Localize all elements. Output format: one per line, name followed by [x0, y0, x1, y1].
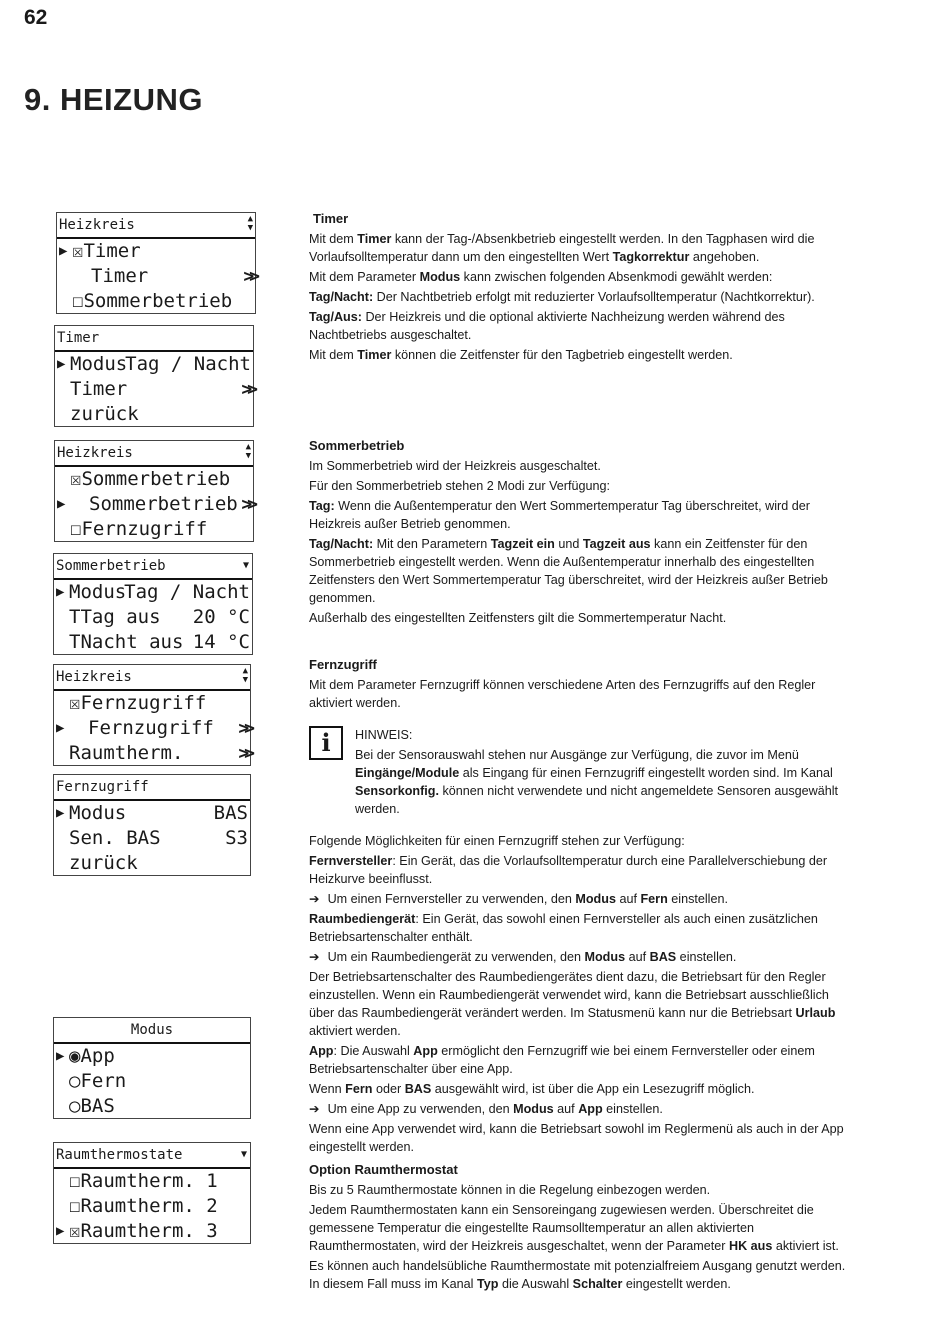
lcd-row: [54, 741, 250, 766]
paragraph: Außerhalb des eingestellten Zeitfensters gilt die Sommertemperatur Nacht.: [309, 611, 727, 625]
lcd-header: [54, 665, 250, 691]
paragraph: Jedem Raumthermostaten kann ein Sensoreingang zugewiesen werden. Überschreitet die gemessene Temperatur die eingestellte Raumsolltemperatur an allen aktivierten Raumthermostaten, wird der Heizkreis ausgeschaltet, wenn der Parameter HK aus aktiviert ist.: [309, 1203, 839, 1253]
lcd-row: [57, 264, 255, 289]
lcd-row: [57, 289, 255, 314]
paragraph: Wenn Fern oder BAS ausgewählt wird, ist über die App ein Lesezugriff möglich.: [309, 1082, 755, 1096]
lcd-raumthermostate: [53, 1142, 251, 1244]
double-chevron-icon: >>: [241, 379, 253, 400]
cursor-triangle-icon: ▶: [57, 496, 66, 512]
lcd-item-label: Fernzugriff: [88, 717, 214, 739]
lcd-title: Sommerbetrieb: [56, 558, 166, 574]
chapter-title: 9. HEIZUNG: [24, 82, 203, 117]
paragraph: Bis zu 5 Raumthermostate können in die Regelung einbezogen werden.: [309, 1183, 711, 1197]
section-raumthermostat: [309, 1161, 857, 1295]
paragraph: Folgende Möglichkeiten für einen Fernzugriff stehen zur Verfügung:: [309, 834, 685, 848]
lcd-fernzugriff: [53, 774, 251, 876]
section-sommerbetrieb: [309, 437, 857, 629]
section-heading: Sommerbetrieb: [309, 438, 405, 453]
instruction: ➔ Um ein Raumbediengerät zu verwenden, den Modus auf BAS einstellen.: [309, 950, 737, 964]
lcd-row: [54, 1169, 250, 1194]
lcd-title: Heizkreis: [59, 217, 135, 233]
lcd-row: [54, 851, 250, 876]
lcd-row: [55, 352, 253, 377]
lcd-item-label: Modus: [70, 353, 128, 375]
lcd-item-label: Sommerbetrieb: [89, 493, 238, 515]
lcd-modus: [53, 1017, 251, 1119]
lcd-item-label: Raumtherm.: [69, 742, 184, 764]
lcd-header: [55, 441, 253, 467]
page-number: 62: [24, 6, 48, 29]
paragraph: Tag/Nacht: Mit den Parametern Tagzeit ein und Tagzeit aus kann ein Zeitfenster für den Sommerbetrieb eingestellt werden. Wenn die Außentemperatur innerhalb des eingestellten Zeitfensters den Wert Sommertemperatur Tag überschreitet, wird der Heizkreis außer Betrieb genommen.: [309, 537, 828, 605]
paragraph: Für den Sommerbetrieb stehen 2 Modi zur Verfügung:: [309, 479, 611, 493]
lcd-title: Heizkreis: [57, 445, 133, 461]
lcd-item-label: TTag aus: [69, 606, 161, 628]
lcd-item-label: ☒Fernzugriff: [69, 692, 207, 714]
up-down-arrows-icon: ▲ ▼: [242, 666, 248, 685]
lcd-item-label: ☐Sommerbetrieb: [72, 290, 233, 312]
paragraph: Der Betriebsartenschalter des Raumbediengerätes dient dazu, die Betriebsart für den Regler einzustellen. Wenn ein Raumbediengerät verwendet wird, kann die Betriebsart ausschließlich über das Raumbediengerät verändert werden. Im Statusmenü kann nur die Betriebsart Urlaub aktiviert werden.: [309, 970, 836, 1038]
note-box: [309, 726, 857, 820]
lcd-row: [54, 1219, 250, 1244]
cursor-triangle-icon: ▶: [57, 356, 66, 372]
paragraph: Wenn eine App verwendet wird, kann die Betriebsart sowohl im Reglermenü als auch in der App eingestellt werden.: [309, 1122, 844, 1154]
paragraph: Fernversteller: Ein Gerät, das die Vorlaufsolltemperatur durch eine Parallelverschiebung der Heizkurve beeinflusst.: [309, 854, 828, 886]
lcd-item-value: 20 °C: [192, 606, 250, 628]
cursor-triangle-icon: ▶: [59, 243, 68, 259]
paragraph: Tag/Aus: Der Heizkreis und die optional aktivierte Nachheizung werden während des Nachtbetriebs ausgeschaltet.: [309, 310, 785, 342]
cursor-triangle-icon: ▶: [56, 584, 65, 600]
instruction: ➔ Um einen Fernversteller zu verwenden, den Modus auf Fern einstellen.: [309, 892, 728, 906]
lcd-item-label: ☒Sommerbetrieb: [70, 468, 231, 490]
lcd-row: [54, 1044, 250, 1069]
lcd-item-label: zurück: [70, 403, 139, 425]
lcd-item-value: Tag / Nacht: [125, 353, 251, 375]
cursor-triangle-icon: ▶: [56, 1223, 65, 1239]
double-chevron-icon: >>: [238, 718, 250, 739]
lcd-item-label: ☐Fernzugriff: [70, 518, 208, 540]
lcd-item-label: ○BAS: [69, 1095, 115, 1117]
lcd-title: Fernzugriff: [56, 779, 149, 795]
lcd-item-label: zurück: [69, 852, 138, 874]
section-timer: [309, 210, 857, 366]
lcd-row: [55, 377, 253, 402]
lcd-heizkreis-fern: [53, 664, 251, 766]
lcd-item-label: TNacht aus: [69, 631, 184, 653]
paragraph: App: Die Auswahl App ermöglicht den Fernzugriff wie bei einem Fernversteller oder einem Betriebsartenschalter über eine App.: [309, 1044, 815, 1076]
lcd-item-label: ○Fern: [69, 1070, 127, 1092]
lcd-row: [54, 1194, 250, 1219]
section-heading: Fernzugriff: [309, 657, 377, 672]
section-heading: Option Raumthermostat: [309, 1162, 458, 1177]
lcd-item-label: ◉App: [69, 1045, 115, 1067]
up-down-arrows-icon: ▲ ▼: [245, 442, 251, 461]
right-arrow-icon: ➔: [309, 892, 320, 906]
cursor-triangle-icon: ▶: [56, 805, 65, 821]
lcd-item-value: BAS: [213, 802, 248, 824]
lcd-header: [54, 1018, 250, 1044]
lcd-row: [54, 1094, 250, 1119]
paragraph: Mit dem Timer können die Zeitfenster für den Tagbetrieb eingestellt werden.: [309, 348, 733, 362]
cursor-triangle-icon: ▶: [56, 1048, 65, 1064]
lcd-item-label: Timer: [70, 378, 128, 400]
paragraph: Es können auch handelsübliche Raumthermostate mit potenzialfreiem Ausgang genutzt werden. In diesem Fall muss im Kanal Typ die Auswahl Schalter eingestellt werden.: [309, 1259, 846, 1291]
lcd-row: [55, 467, 253, 492]
down-arrow-icon: ▼: [242, 560, 249, 571]
lcd-row: [57, 239, 255, 264]
up-down-arrows-icon: ▲ ▼: [247, 214, 253, 233]
paragraph: Mit dem Timer kann der Tag-/Absenkbetrieb eingestellt werden. In den Tagphasen wird die Vorlaufsolltemperatur dann um den eingestellten Wert Tagkorrektur angehoben.: [309, 232, 815, 264]
lcd-item-label: Timer: [91, 265, 149, 287]
lcd-row: [54, 691, 250, 716]
lcd-item-label: Modus: [69, 581, 127, 603]
double-chevron-icon: >>: [238, 743, 250, 764]
lcd-row: [54, 580, 252, 605]
lcd-title: Timer: [57, 330, 100, 346]
lcd-row: [54, 716, 250, 741]
lcd-item-label: Modus: [69, 802, 127, 824]
lcd-row: [54, 826, 250, 851]
lcd-timer: [54, 325, 254, 427]
lcd-title: Modus: [130, 1022, 174, 1038]
lcd-row: [55, 517, 253, 542]
lcd-header: [54, 775, 250, 801]
lcd-header: [54, 554, 252, 580]
paragraph: Mit dem Parameter Fernzugriff können verschiedene Arten des Fernzugriffs auf den Regler aktiviert werden.: [309, 678, 816, 710]
lcd-header: [57, 213, 255, 239]
paragraph: Raumbediengerät: Ein Gerät, das sowohl einen Fernversteller als auch einen zusätzlichen Betriebsartenschalter enthält.: [309, 912, 818, 944]
lcd-heizkreis-sommer: [54, 440, 254, 542]
paragraph: Mit dem Parameter Modus kann zwischen folgenden Absenkmodi gewählt werden:: [309, 270, 773, 284]
note-text: Bei der Sensorauswahl stehen nur Ausgänge zur Verfügung, die zuvor im Menü Eingänge/Module als Eingang für einen Fernzugriff eingestellt worden sind. Im Kanal Sensorkonfig. können nicht verwendete und nicht angemeldete Sensoren ausgewählt werden.: [355, 748, 839, 816]
lcd-sommerbetrieb: [53, 553, 253, 655]
lcd-row: [54, 605, 252, 630]
lcd-row: [55, 402, 253, 427]
lcd-item-value: 14 °C: [192, 631, 250, 653]
lcd-item-label: ☐Raumtherm. 1: [69, 1170, 218, 1192]
lcd-item-label: ☒Timer: [72, 240, 141, 262]
cursor-triangle-icon: ▶: [56, 720, 65, 736]
lcd-item-value: S3: [225, 827, 248, 849]
down-arrow-icon: ▼: [240, 1149, 247, 1160]
double-chevron-icon: >>: [243, 266, 255, 287]
lcd-row: [54, 801, 250, 826]
double-chevron-icon: >>: [241, 494, 253, 515]
lcd-row: [54, 1069, 250, 1094]
right-arrow-icon: ➔: [309, 1102, 320, 1116]
lcd-item-label: Sen. BAS: [69, 827, 161, 849]
lcd-row: [55, 492, 253, 517]
note-title: HINWEIS:: [355, 728, 413, 742]
section-fernzugriff: [309, 656, 857, 1158]
instruction: ➔ Um eine App zu verwenden, den Modus auf App einstellen.: [309, 1102, 663, 1116]
lcd-header: [55, 326, 253, 352]
lcd-row: [54, 630, 252, 655]
right-arrow-icon: ➔: [309, 950, 320, 964]
paragraph: Im Sommerbetrieb wird der Heizkreis ausgeschaltet.: [309, 459, 601, 473]
lcd-header: [54, 1143, 250, 1169]
lcd-item-label: ☒Raumtherm. 3: [69, 1220, 218, 1242]
paragraph: Tag: Wenn die Außentemperatur den Wert Sommertemperatur Tag überschreitet, wird der Heizkreis außer Betrieb genommen.: [309, 499, 810, 531]
info-icon: i: [309, 726, 343, 760]
lcd-title: Heizkreis: [56, 669, 132, 685]
lcd-heizkreis-timer: [56, 212, 256, 314]
lcd-item-value: Tag / Nacht: [124, 581, 250, 603]
paragraph: Tag/Nacht: Der Nachtbetrieb erfolgt mit reduzierter Vorlaufsolltemperatur (Nachtkorrektur).: [309, 290, 815, 304]
lcd-item-label: ☐Raumtherm. 2: [69, 1195, 218, 1217]
lcd-title: Raumthermostate: [56, 1147, 183, 1163]
section-heading: Timer: [313, 211, 349, 226]
